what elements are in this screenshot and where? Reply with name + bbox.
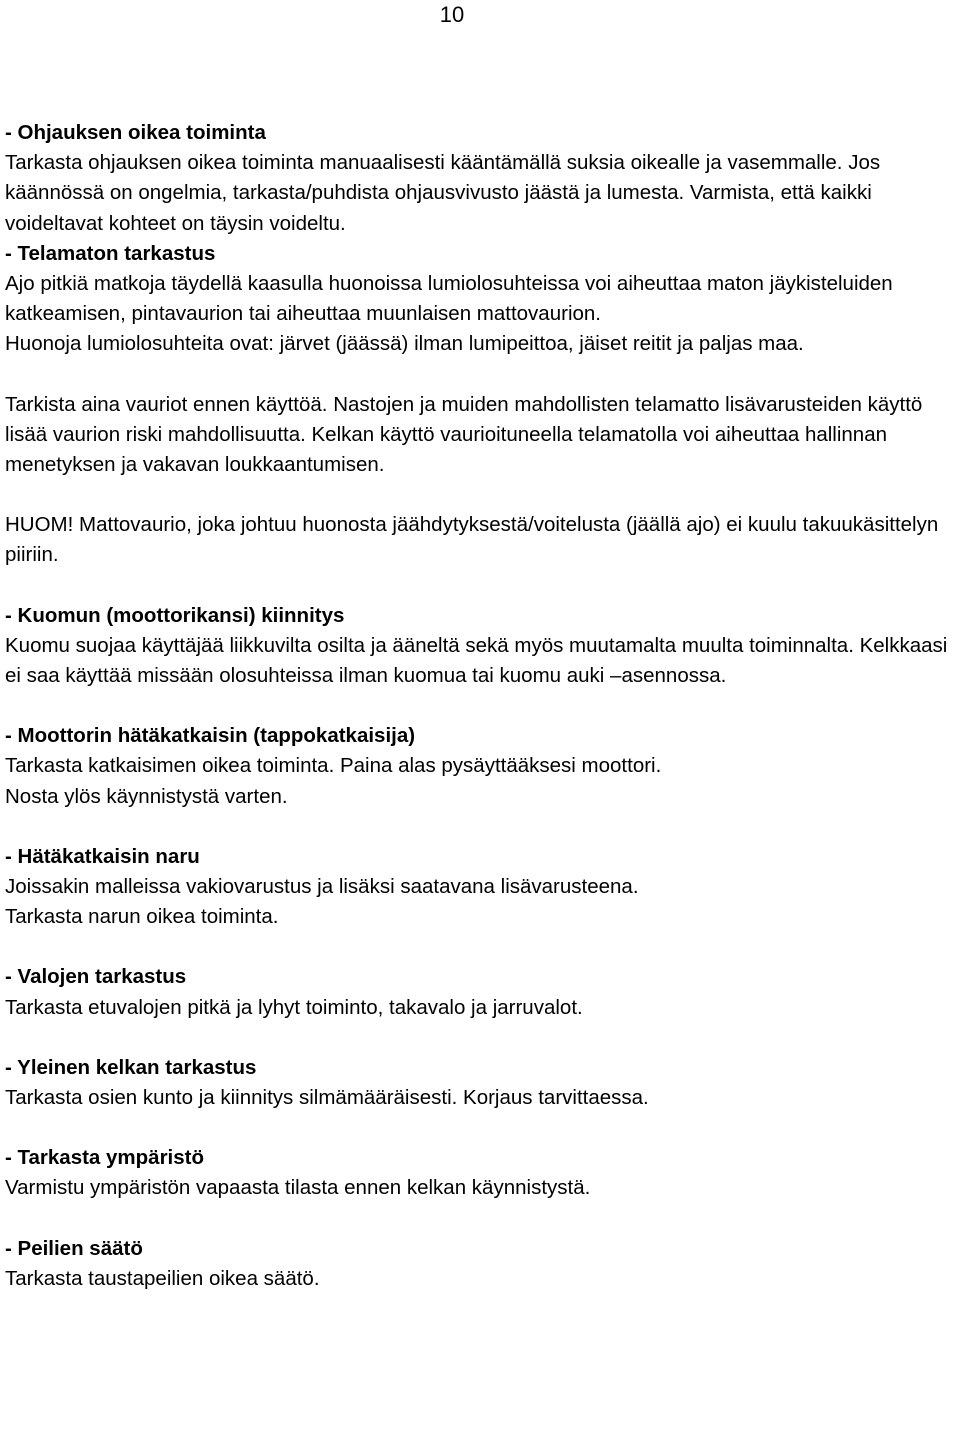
section-paragraph: Tarkasta taustapeilien oikea säätö. — [5, 1266, 320, 1290]
section-paragraph: Ajo pitkiä matkoja täydellä kaasulla huonoissa lumiolosuhteissa voi aiheuttaa maton jäykisteluiden katkeamisen, pintavaurion tai aiheuttaa muunlaisen mattovaurion. — [5, 272, 893, 326]
document-body — [5, 118, 959, 1294]
section-paragraph: Tarkasta etuvalojen pitkä ja lyhyt toiminto, takavalo ja jarruvalot. — [5, 995, 583, 1019]
section-hood-fastening — [5, 601, 959, 692]
section-track-inspection — [5, 239, 959, 571]
section-heading: - Moottorin hätäkatkaisin (tappokatkaisija) — [5, 724, 416, 748]
section-paragraph: Varmistu ympäristön vapaasta tilasta ennen kelkan käynnistystä. — [5, 1176, 591, 1200]
section-paragraph: Tarkasta katkaisimen oikea toiminta. Paina alas pysäyttääksesi moottori. — [5, 754, 662, 778]
section-paragraph: Tarkasta osien kunto ja kiinnitys silmämääräisesti. Korjaus tarvittaessa. — [5, 1086, 649, 1110]
section-heading: - Ohjauksen oikea toiminta — [5, 121, 266, 144]
section-heading: - Peilien säätö — [5, 1236, 143, 1260]
section-paragraph: Huonoja lumiolosuhteita ovat: järvet (jäässä) ilman lumipeittoa, jäiset reitit ja paljas maa. — [5, 332, 804, 356]
section-heading: - Hätäkatkaisin naru — [5, 844, 200, 868]
section-heading: - Valojen tarkastus — [5, 965, 187, 989]
section-surroundings — [5, 1143, 959, 1203]
section-heading: - Telamaton tarkastus — [5, 241, 216, 265]
section-lights — [5, 962, 959, 1022]
section-general-inspection — [5, 1053, 959, 1113]
section-paragraph: Kuomu suojaa käyttäjää liikkuvilta osilta ja ääneltä sekä myös muutamalta muulta toiminnalta. Kelkkaasi ei saa käyttää missään olosuhteissa ilman kuomua tai kuomu auki –asennossa. — [5, 633, 948, 688]
section-heading: - Kuomun (moottorikansi) kiinnitys — [5, 603, 345, 627]
section-paragraph: Nosta ylös käynnistystä varten. — [5, 784, 288, 808]
section-heading: - Tarkasta ympäristö — [5, 1146, 205, 1170]
section-paragraph: Tarkasta narun oikea toiminta. — [5, 905, 279, 929]
section-paragraph: Joissakin malleissa vakiovarustus ja lisäksi saatavana lisävarusteena. — [5, 875, 639, 899]
note-paragraph: HUOM! Mattovaurio, joka johtuu huonosta jäähdytyksestä/voitelusta (jäällä ajo) ei kuulu takuukäsittelyn piiriin. — [5, 513, 939, 567]
section-heading: - Yleinen kelkan tarkastus — [5, 1055, 257, 1079]
section-paragraph: Tarkasta ohjauksen oikea toiminta manuaalisesti kääntämällä suksia oikealle ja vasemmalle. Jos käännössä on ongelmia, tarkasta/puhdista ohjausvivusto jäästä ja lumesta. Varmista, että kaikki voideltavat kohteet on täysin voideltu. — [5, 151, 881, 235]
section-mirrors — [5, 1234, 959, 1294]
section-paragraph: Tarkista aina vauriot ennen käyttöä. Nastojen ja muiden mahdollisten telamatto lisävarusteiden käyttö lisää vaurion riski mahdollisuutta. Kelkan käyttö vaurioituneella telamatolla voi aiheuttaa hallinnan menetyksen ja vakavan loukkaantumisen. — [5, 392, 923, 477]
page-number: 10 — [439, 2, 465, 27]
section-engine-kill-switch — [5, 721, 959, 812]
section-steering — [5, 118, 959, 239]
section-tether-switch — [5, 842, 959, 933]
